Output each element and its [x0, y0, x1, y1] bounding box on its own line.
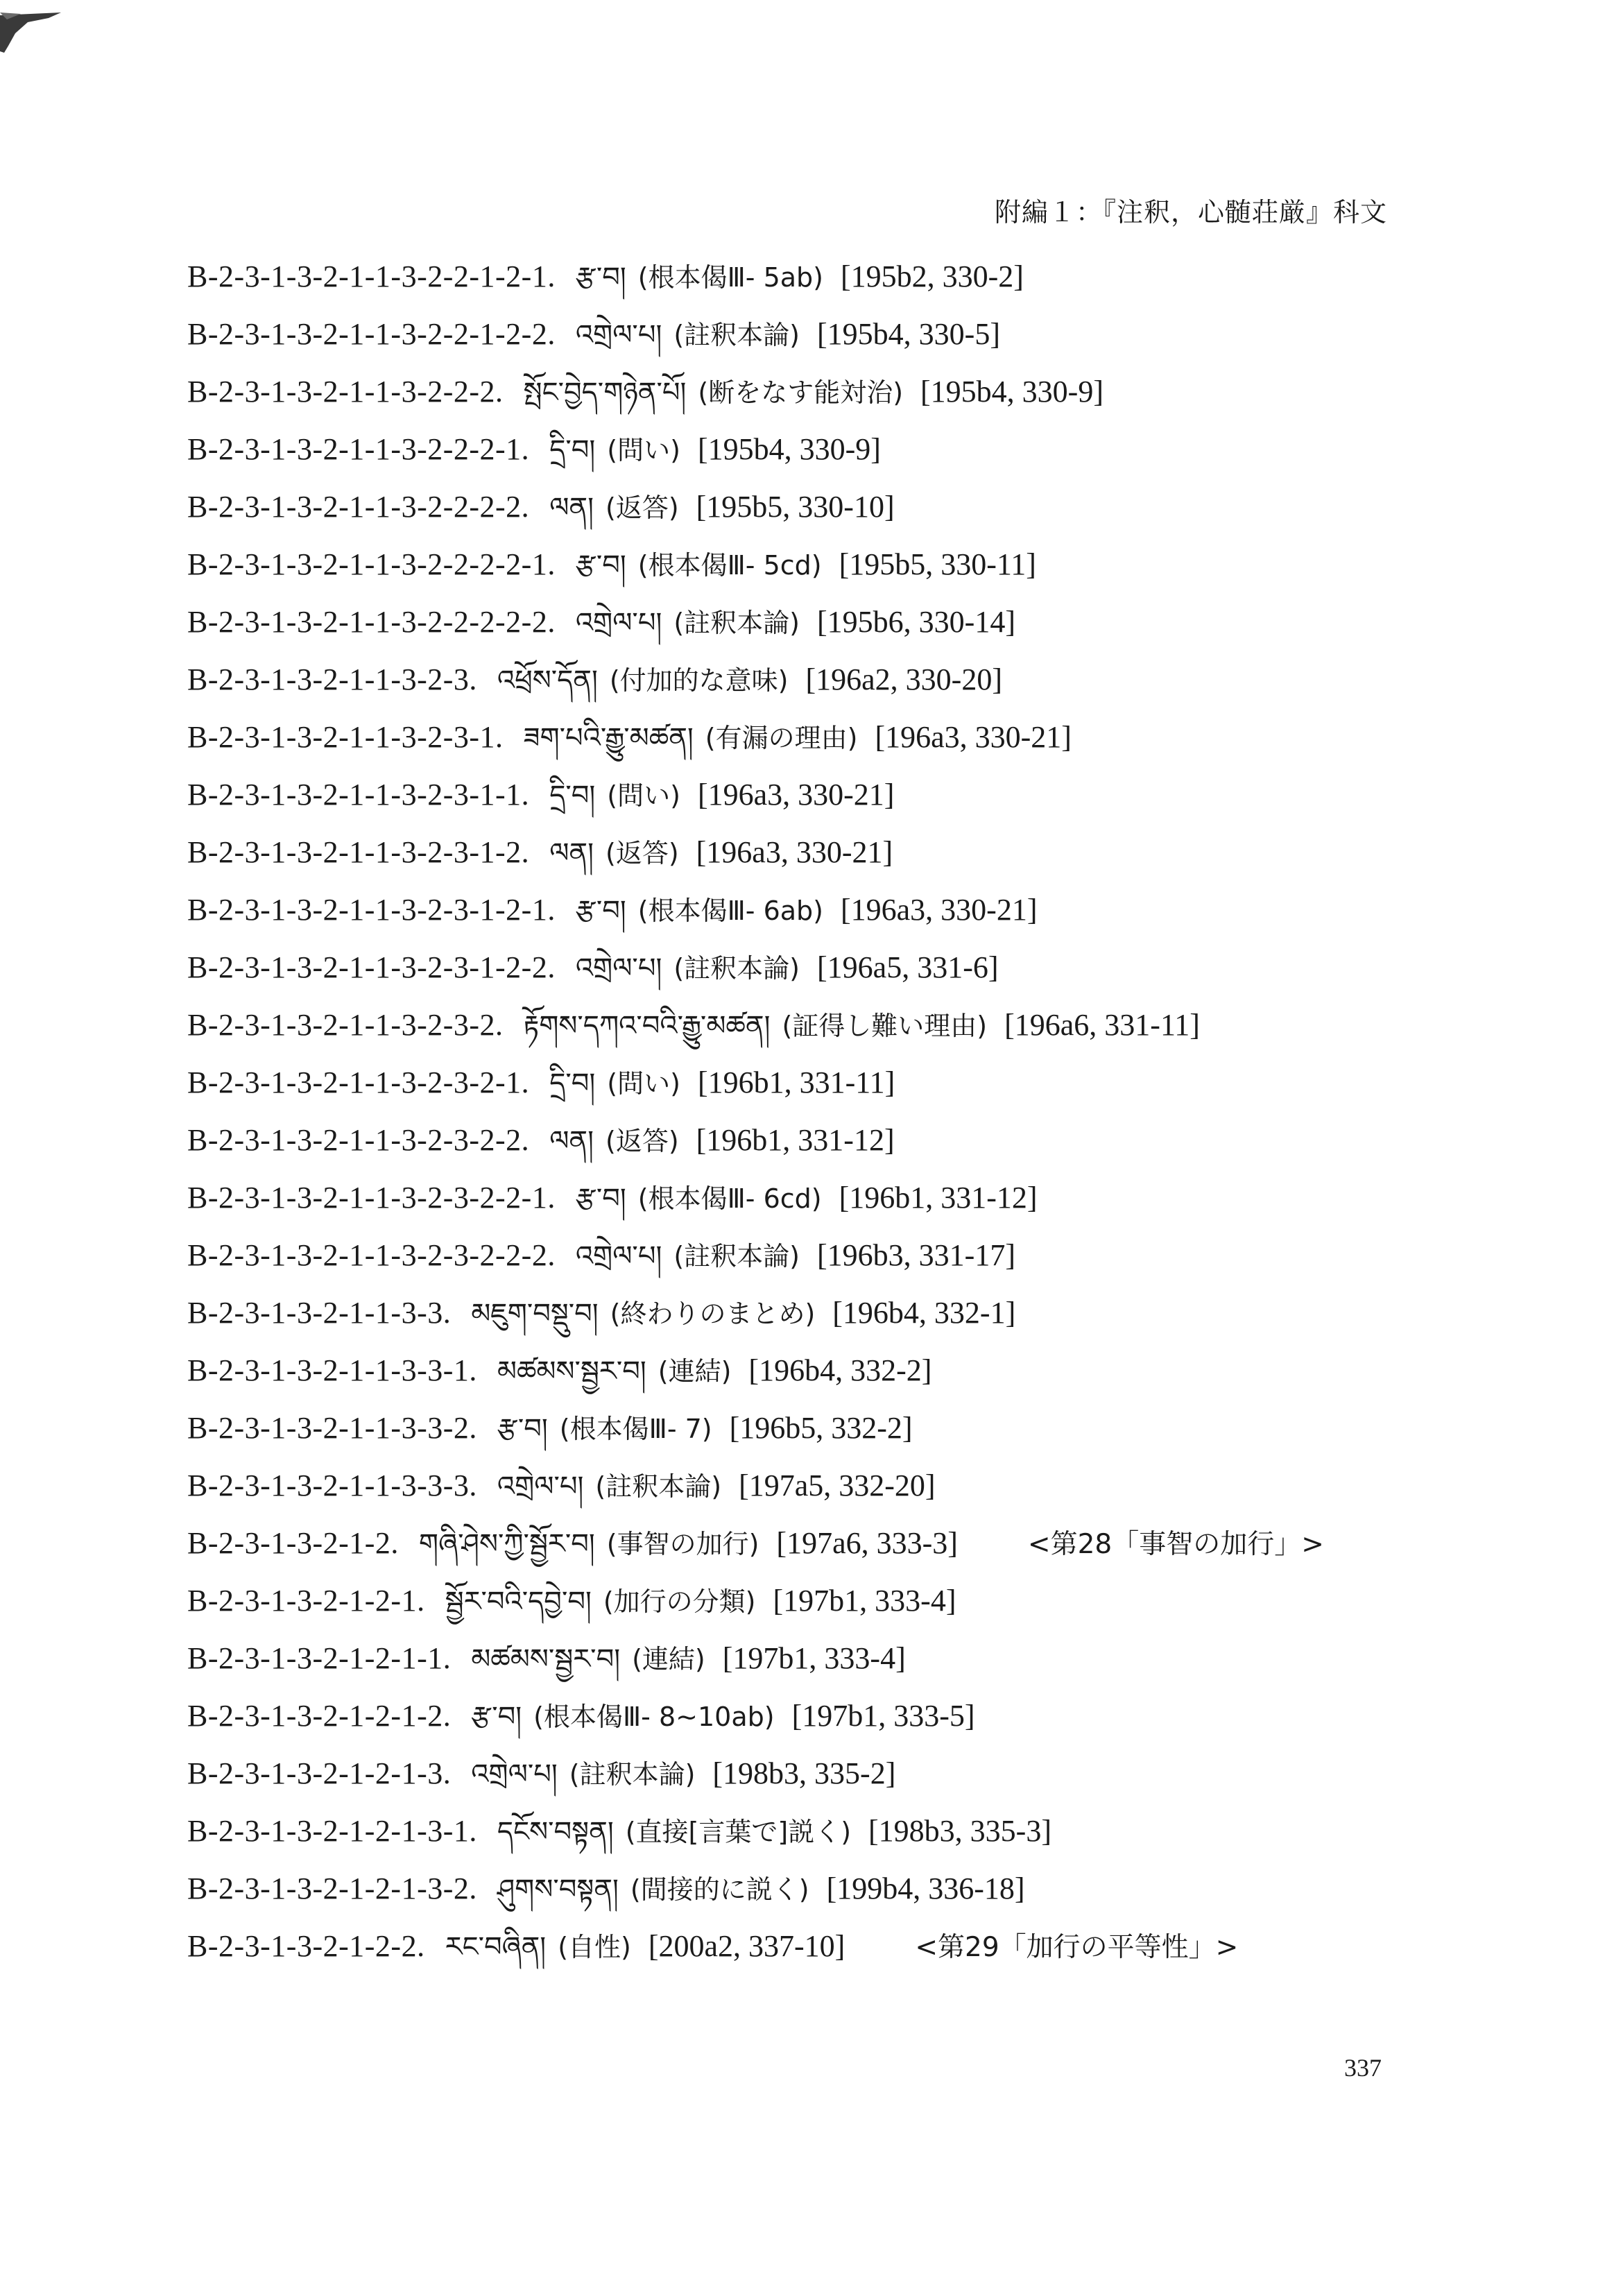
entry-japanese-title: (問い): [607, 780, 680, 811]
entry-reference: [196b1, 331-12]: [839, 1181, 1038, 1215]
page-number: 337: [1344, 2054, 1382, 2082]
entry-reference: [198b3, 335-3]: [868, 1814, 1051, 1848]
outline-entry: [187, 1112, 1408, 1170]
outline-entry: [187, 421, 1408, 479]
entry-japanese-title: (根本偈Ⅲ- 8~10ab): [533, 1702, 775, 1732]
entry-japanese-title: (註釈本論): [673, 953, 800, 984]
entry-code: B-2-3-1-3-2-1-1-3-2-3-2-2-2.: [187, 1238, 556, 1272]
entry-reference: [196b1, 331-12]: [696, 1123, 895, 1157]
entry-code: B-2-3-1-3-2-1-1-3-2-3-1-1.: [187, 778, 530, 812]
entry-code: B-2-3-1-3-2-1-2-1-1.: [187, 1641, 452, 1675]
entry-japanese-title: (直接[言葉で]説く): [625, 1817, 852, 1847]
entry-japanese-title: (連結): [658, 1356, 732, 1387]
entry-code: B-2-3-1-3-2-1-1-3-2-3-2-2.: [187, 1123, 530, 1157]
entry-code: B-2-3-1-3-2-1-1-3-2-2-2-2-2.: [187, 605, 556, 639]
entry-reference: [195b6, 330-14]: [817, 605, 1015, 639]
entry-code: B-2-3-1-3-2-1-1-3-2-3.: [187, 662, 477, 696]
entry-code: B-2-3-1-3-2-1-2-1-3-2.: [187, 1871, 477, 1905]
entry-tibetan-title: རྩ་བ།: [497, 1413, 548, 1445]
outline-entry: [187, 939, 1408, 997]
outline-entry: [187, 306, 1408, 363]
entry-japanese-title: (根本偈Ⅲ- 6ab): [637, 896, 823, 926]
entry-tibetan-title: འཕྲོས་དོན།: [497, 665, 598, 696]
entry-code: B-2-3-1-3-2-1-1-3-3-1.: [187, 1353, 477, 1387]
entry-japanese-title: (根本偈Ⅲ- 5ab): [637, 262, 823, 293]
entry-tibetan-title: དྲི་བ།: [549, 434, 596, 466]
entry-japanese-title: (返答): [606, 1126, 679, 1156]
outline-entry: [187, 1400, 1408, 1457]
entry-reference: [196a5, 331-6]: [817, 950, 999, 984]
entry-code: B-2-3-1-3-2-1-1-3-2-3-1-2-1.: [187, 893, 556, 927]
entry-japanese-title: (証得し難い理由): [782, 1011, 988, 1041]
entry-tibetan-title: འགྲེལ་པ།: [575, 319, 662, 351]
entry-code: B-2-3-1-3-2-1-1-3-3-2.: [187, 1411, 477, 1445]
entry-code: B-2-3-1-3-2-1-1-3-2-2-2-1.: [187, 432, 530, 466]
entry-reference: [196b4, 332-1]: [832, 1296, 1016, 1330]
entry-reference: [196a6, 331-11]: [1004, 1008, 1200, 1042]
entry-code: B-2-3-1-3-2-1-1-3-2-3-2-2-1.: [187, 1181, 556, 1215]
entry-japanese-title: (問い): [607, 435, 680, 465]
entry-japanese-title: (根本偈Ⅲ- 6cd): [637, 1183, 822, 1214]
outline-entry: [187, 1227, 1408, 1285]
outline-entry: [187, 1054, 1408, 1112]
entry-tibetan-title: ལན།: [549, 492, 594, 524]
outline-entry: [187, 1803, 1408, 1860]
entry-tibetan-title: རྩ་བ།: [575, 1183, 626, 1215]
entry-code: B-2-3-1-3-2-1-1-3-2-2-1-2-2.: [187, 317, 556, 351]
outline-entry: [187, 1457, 1408, 1515]
entry-reference: [196a3, 330-21]: [875, 720, 1072, 754]
entry-tibetan-title: འགྲེལ་པ།: [471, 1758, 558, 1790]
outline-entry: [187, 536, 1408, 594]
entry-tibetan-title: རང་བཞིན།: [445, 1931, 547, 1963]
entry-reference: [195b5, 330-10]: [696, 490, 895, 524]
entry-code: B-2-3-1-3-2-1-1-3-2-3-1.: [187, 720, 504, 754]
outline-entry: [187, 1285, 1408, 1342]
entry-reference: [196a2, 330-20]: [805, 662, 1002, 696]
entry-reference: [196a3, 330-21]: [696, 835, 893, 869]
entry-tibetan-title: འགྲེལ་པ།: [575, 607, 662, 639]
entry-japanese-title: (断をなす能対治): [698, 377, 904, 408]
outline-entry: [187, 248, 1408, 306]
entry-reference: [198b3, 335-2]: [712, 1756, 896, 1790]
entry-japanese-title: (終わりのまとめ): [610, 1299, 816, 1329]
outline-entry: [187, 1170, 1408, 1227]
outline-entry: [187, 1342, 1408, 1400]
entry-tibetan-title: མཚམས་སྦྱར་བ།: [471, 1643, 621, 1675]
outline-entry: [187, 1515, 1408, 1573]
outline-list: [187, 248, 1408, 1976]
entry-reference: [195b5, 330-11]: [839, 547, 1036, 581]
entry-japanese-title: (有漏の理由): [705, 723, 858, 753]
entry-code: B-2-3-1-3-2-1-1-3-2-3-1-2.: [187, 835, 530, 869]
outline-entry: [187, 1573, 1408, 1630]
entry-tibetan-title: དྲི་བ།: [549, 1068, 596, 1099]
entry-tibetan-title: སྤོང་བྱེད་གཉེན་པོ།: [523, 377, 687, 409]
entry-code: B-2-3-1-3-2-1-1-3-2-2-2-2.: [187, 490, 530, 524]
entry-japanese-title: (註釈本論): [569, 1759, 696, 1790]
entry-tibetan-title: དངོས་བསྟན།: [497, 1816, 614, 1848]
outline-entry: [187, 997, 1408, 1054]
entry-code: B-2-3-1-3-2-1-2-1-3-1.: [187, 1814, 477, 1848]
entry-tibetan-title: ལན།: [549, 837, 594, 869]
outline-entry: [187, 1860, 1408, 1918]
entry-japanese-title: (註釈本論): [673, 1241, 800, 1271]
entry-reference: [197a5, 332-20]: [739, 1468, 936, 1502]
entry-tibetan-title: རྩ་བ།: [575, 895, 626, 927]
entry-reference: [195b4, 330-5]: [817, 317, 1000, 351]
entry-japanese-title: (付加的な意味): [609, 665, 789, 696]
entry-tibetan-title: འགྲེལ་པ།: [575, 1240, 662, 1272]
entry-reference: [195b4, 330-9]: [920, 375, 1104, 409]
entry-code: B-2-3-1-3-2-1-1-3-3.: [187, 1296, 452, 1330]
outline-entry: [187, 594, 1408, 651]
outline-entry: [187, 1918, 1408, 1976]
outline-entry: [187, 1688, 1408, 1745]
entry-reference: [197b1, 333-4]: [773, 1584, 956, 1618]
entry-japanese-title: (連結): [632, 1644, 705, 1674]
entry-section-note: <第29「加行の平等性」>: [915, 1932, 1239, 1963]
entry-code: B-2-3-1-3-2-1-1-3-2-3-2.: [187, 1008, 504, 1042]
entry-tibetan-title: རྩ་བ།: [471, 1701, 522, 1733]
entry-japanese-title: (返答): [606, 838, 679, 868]
entry-tibetan-title: མཚམས་སྦྱར་བ།: [497, 1355, 646, 1387]
entry-code: B-2-3-1-3-2-1-2.: [187, 1526, 399, 1560]
entry-japanese-title: (自性): [558, 1932, 631, 1962]
entry-reference: [196a3, 330-21]: [697, 778, 895, 812]
entry-reference: [196b4, 332-2]: [748, 1353, 932, 1387]
entry-japanese-title: (事智の加行): [606, 1529, 759, 1559]
entry-japanese-title: (註釈本論): [595, 1471, 722, 1502]
entry-reference: [197a6, 333-3]: [776, 1526, 958, 1560]
entry-reference: [196b5, 332-2]: [729, 1411, 913, 1445]
scan-artifact-mark: [0, 12, 62, 54]
outline-entry: [187, 1630, 1408, 1688]
entry-reference: [197b1, 333-4]: [722, 1641, 906, 1675]
entry-tibetan-title: སྦྱོར་བའི་དབྱེ་བ།: [445, 1586, 592, 1618]
outline-entry: [187, 479, 1408, 536]
entry-japanese-title: (註釈本論): [673, 320, 800, 350]
entry-reference: [195b2, 330-2]: [840, 259, 1024, 293]
outline-entry: [187, 651, 1408, 709]
entry-tibetan-title: རྩ་བ།: [575, 549, 626, 581]
entry-code: B-2-3-1-3-2-1-2-1-3.: [187, 1756, 452, 1790]
entry-reference: [197b1, 333-5]: [791, 1699, 975, 1733]
entry-code: B-2-3-1-3-2-1-1-3-2-3-2-1.: [187, 1065, 530, 1099]
entry-japanese-title: (間接的に説く): [630, 1874, 809, 1905]
entry-code: B-2-3-1-3-2-1-1-3-2-2-2.: [187, 375, 504, 409]
entry-code: B-2-3-1-3-2-1-1-3-2-3-1-2-2.: [187, 950, 556, 984]
running-header: 附編１：『注釈，心髄荘厳』科文: [994, 198, 1387, 228]
outline-entry: [187, 363, 1408, 421]
entry-code: B-2-3-1-3-2-1-2-2.: [187, 1929, 425, 1963]
entry-japanese-title: (註釈本論): [673, 608, 800, 638]
outline-entry: [187, 709, 1408, 766]
entry-tibetan-title: མཇུག་བསྡུ་བ།: [471, 1298, 599, 1330]
outline-entry: [187, 766, 1408, 824]
entry-reference: [195b4, 330-9]: [697, 432, 881, 466]
entry-code: B-2-3-1-3-2-1-1-3-3-3.: [187, 1468, 477, 1502]
outline-entry: [187, 824, 1408, 882]
entry-tibetan-title: ཤུགས་བསྟན།: [497, 1874, 619, 1905]
entry-japanese-title: (返答): [606, 492, 679, 523]
entry-japanese-title: (問い): [607, 1068, 680, 1099]
entry-tibetan-title: རྩ་བ།: [575, 262, 626, 293]
entry-tibetan-title: འགྲེལ་པ།: [575, 952, 662, 984]
entry-japanese-title: (根本偈Ⅲ- 5cd): [637, 550, 822, 581]
outline-entry: [187, 882, 1408, 939]
entry-tibetan-title: ཟག་པའི་རྒྱུ་མཚན།: [523, 722, 694, 754]
entry-code: B-2-3-1-3-2-1-2-1-2.: [187, 1699, 452, 1733]
entry-tibetan-title: དྲི་བ།: [549, 780, 596, 812]
entry-code: B-2-3-1-3-2-1-1-3-2-2-1-2-1.: [187, 259, 556, 293]
entry-tibetan-title: འགྲེལ་པ།: [497, 1471, 584, 1502]
entry-reference: [199b4, 336-18]: [826, 1871, 1025, 1905]
outline-entry: [187, 1745, 1408, 1803]
entry-tibetan-title: གཞི་ཤེས་ཀྱི་སྦྱོར་བ།: [418, 1528, 595, 1560]
entry-reference: [200a2, 337-10]: [648, 1929, 845, 1963]
entry-tibetan-title: རྟོགས་དཀའ་བའི་རྒྱུ་མཚན།: [523, 1010, 771, 1042]
entry-reference: [196a3, 330-21]: [840, 893, 1038, 927]
entry-reference: [196b3, 331-17]: [817, 1238, 1015, 1272]
entry-japanese-title: (根本偈Ⅲ- 7): [559, 1414, 712, 1444]
entry-code: B-2-3-1-3-2-1-1-3-2-2-2-2-1.: [187, 547, 556, 581]
entry-code: B-2-3-1-3-2-1-2-1.: [187, 1584, 425, 1618]
entry-japanese-title: (加行の分類): [603, 1586, 756, 1617]
entry-tibetan-title: ལན།: [549, 1125, 594, 1157]
entry-reference: [196b1, 331-11]: [697, 1065, 895, 1099]
entry-section-note: <第28「事智の加行」>: [1027, 1529, 1324, 1560]
